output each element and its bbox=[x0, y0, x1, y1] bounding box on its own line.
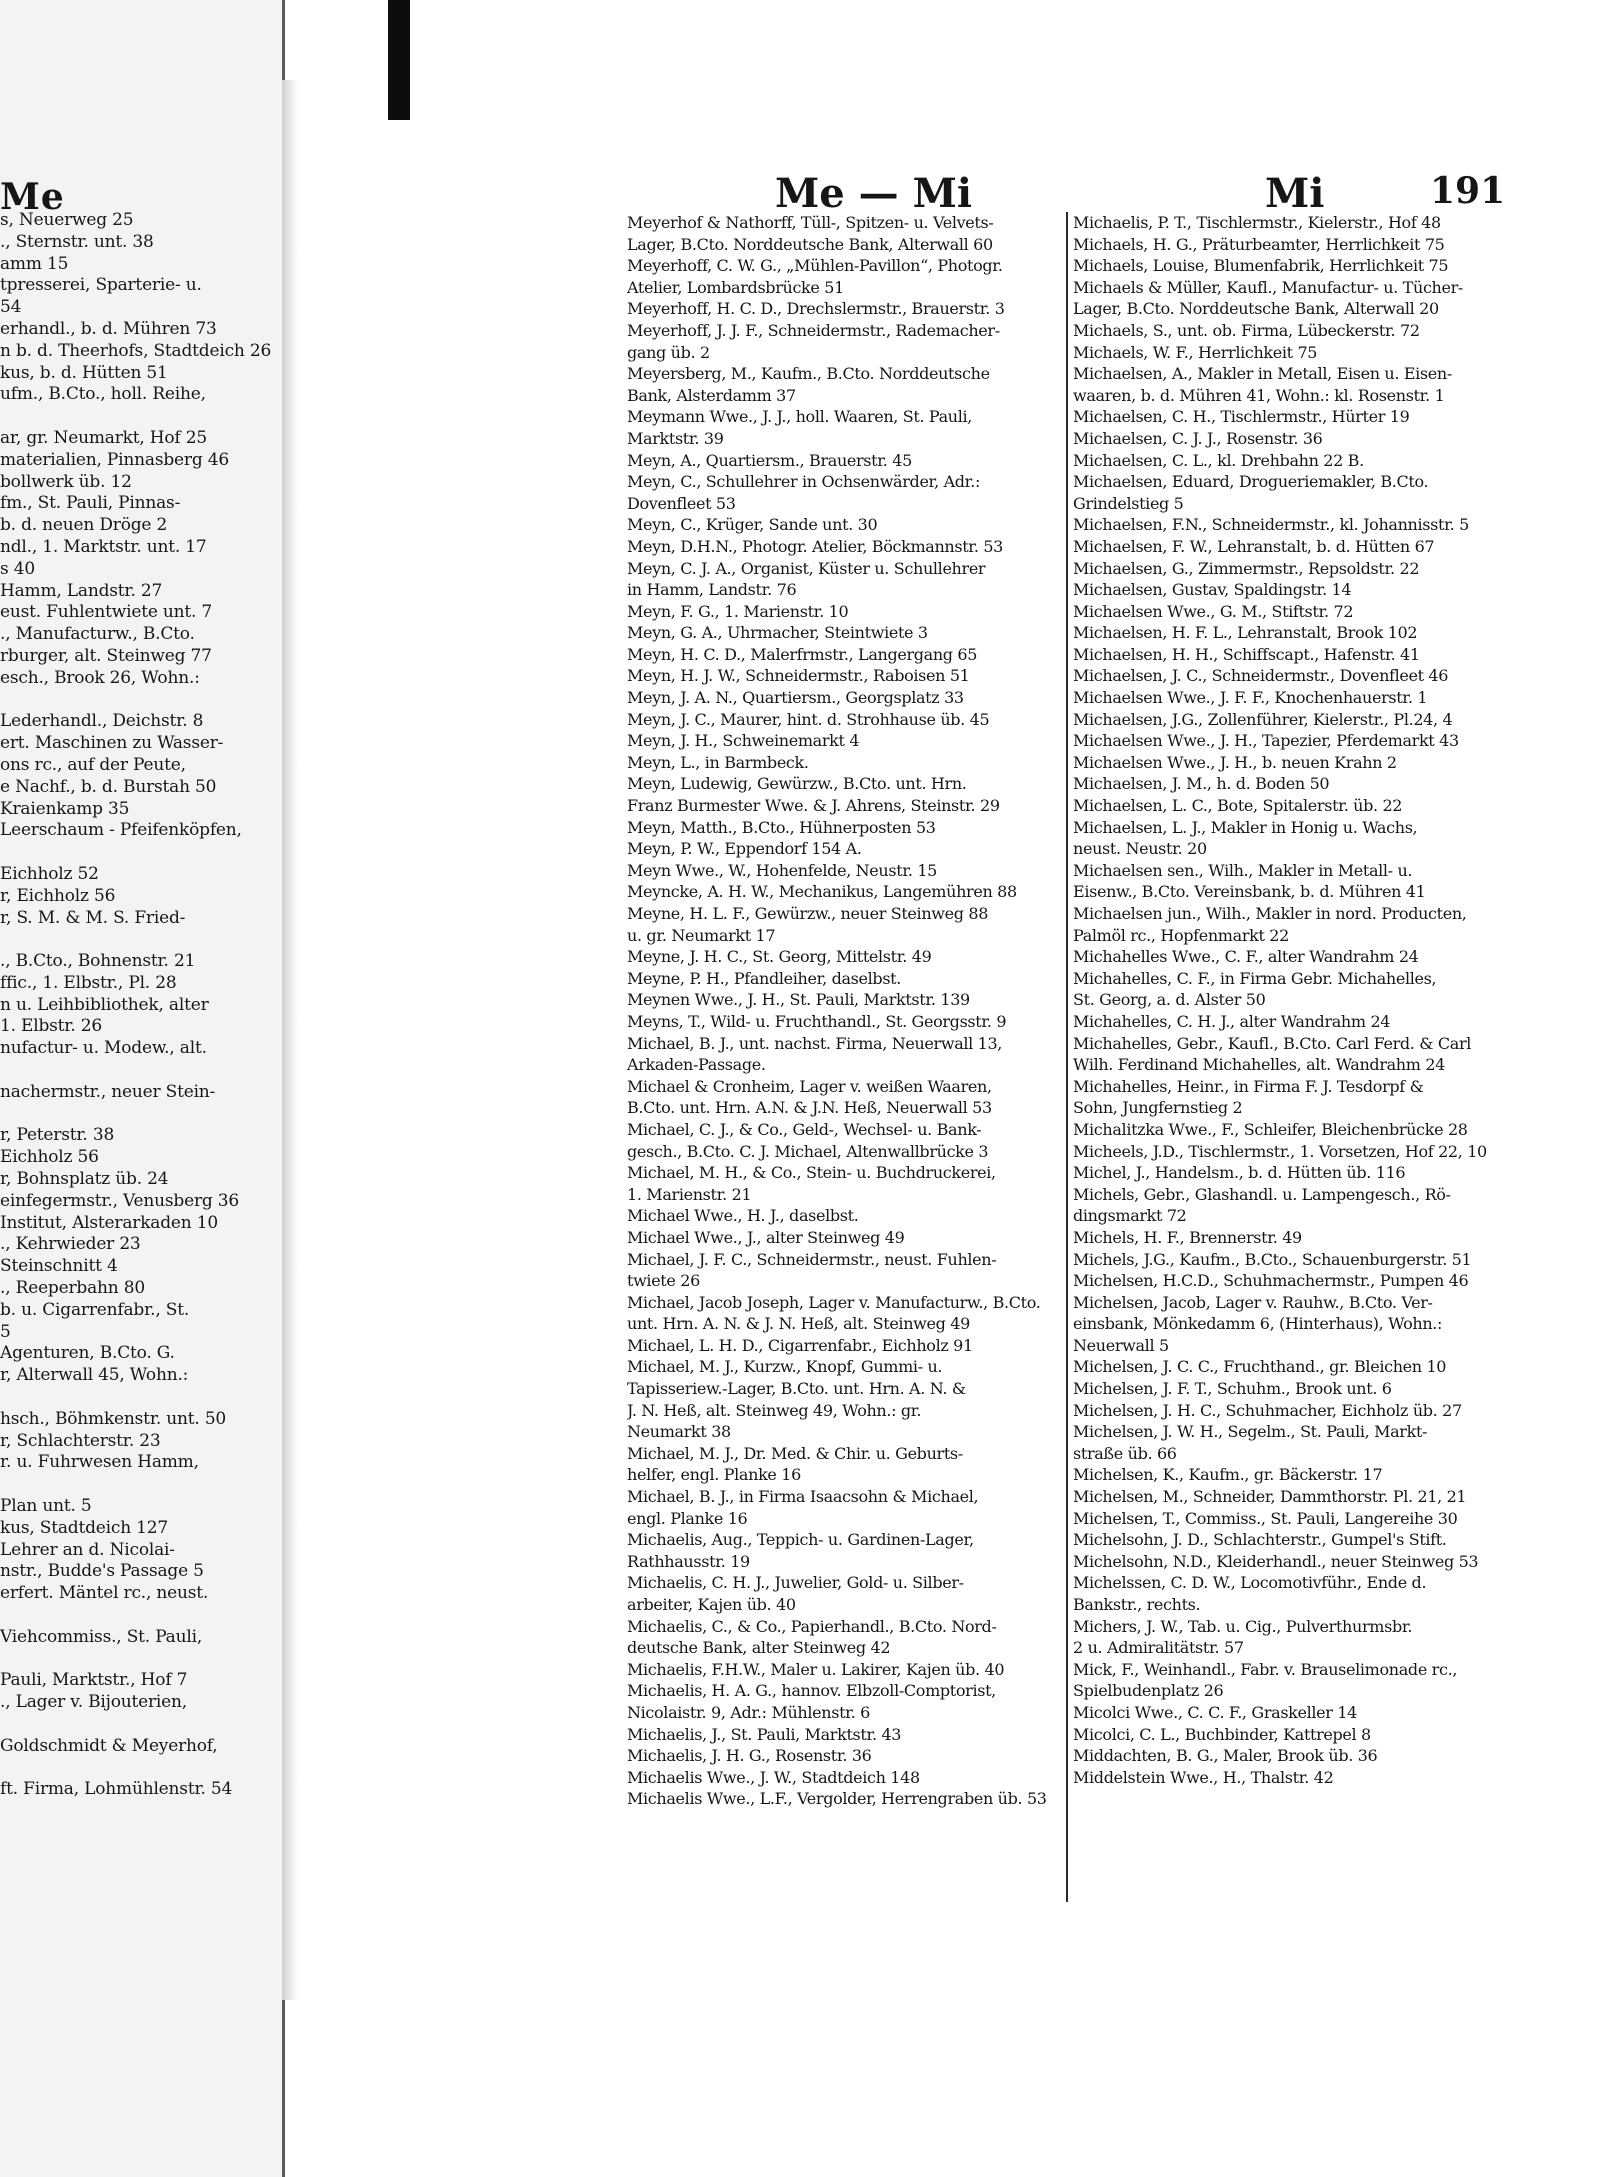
directory-entry: Meyn, C., Krüger, Sande unt. 30 bbox=[627, 515, 878, 535]
directory-entry: 2 u. Admiralitätstr. 57 bbox=[1073, 1638, 1244, 1658]
directory-entry: Meyerhoff, H. C. D., Drechslermstr., Brauerstr. 3 bbox=[627, 299, 1005, 319]
left-page-line: b. d. neuen Dröge 2 bbox=[0, 515, 168, 536]
directory-entry: Michelsen, M., Schneider, Dammthorstr. Pl. 21, 21 bbox=[1073, 1487, 1467, 1507]
directory-entry: engl. Planke 16 bbox=[627, 1508, 748, 1528]
directory-entry: Palmöl rc., Hopfenmarkt 22 bbox=[1073, 925, 1289, 945]
directory-entry: einsbank, Mönkedamm 6, (Hinterhaus), Wohn.: bbox=[1073, 1314, 1443, 1334]
left-page-line: amm 15 bbox=[0, 253, 69, 274]
directory-entry: Sohn, Jungfernstieg 2 bbox=[1073, 1098, 1243, 1118]
directory-entry: Michelsen, H.C.D., Schuhmachermstr., Pumpen 46 bbox=[1073, 1271, 1469, 1291]
column-divider bbox=[1066, 212, 1068, 1902]
left-page-line: Viehcommiss., St. Pauli, bbox=[0, 1626, 203, 1647]
left-page-line: n b. d. Theerhofs, Stadtdeich 26 bbox=[0, 340, 272, 361]
directory-entry: Michaelsen, C. L., kl. Drehbahn 22 B. bbox=[1073, 450, 1364, 470]
directory-entry: Michels, J.G., Kaufm., B.Cto., Schauenburgerstr. 51 bbox=[1073, 1249, 1472, 1269]
directory-entry: Michaelsen Wwe., J. F. F., Knochenhauerstr. 1 bbox=[1073, 688, 1428, 708]
directory-entry: Meyn, P. W., Eppendorf 154 A. bbox=[627, 839, 862, 859]
left-page-line bbox=[0, 929, 282, 951]
directory-entry: Michael Wwe., J., alter Steinweg 49 bbox=[627, 1227, 905, 1247]
left-page-line: Hamm, Landstr. 27 bbox=[0, 580, 163, 601]
directory-entry: Arkaden-Passage. bbox=[627, 1055, 766, 1075]
directory-entry: Michels, Gebr., Glashandl. u. Lampengesch., Rö- bbox=[1073, 1184, 1451, 1204]
left-page-line: nstr., Budde's Passage 5 bbox=[0, 1561, 204, 1582]
directory-column-2 bbox=[1073, 212, 1518, 1788]
directory-entry: 1. Marienstr. 21 bbox=[627, 1184, 752, 1204]
left-page-line: einfegermstr., Venusberg 36 bbox=[0, 1190, 239, 1211]
left-page-line bbox=[0, 1060, 282, 1082]
left-page-line: rburger, alt. Steinweg 77 bbox=[0, 645, 212, 666]
directory-entry: Michaelsen, L. J., Makler in Honig u. Wachs, bbox=[1073, 817, 1418, 837]
directory-entry: Michaelis, C., & Co., Papierhandl., B.Cto. Nord- bbox=[627, 1616, 997, 1636]
left-page-line: s, Neuerweg 25 bbox=[0, 210, 134, 230]
directory-entry: Michael Wwe., H. J., daselbst. bbox=[627, 1206, 859, 1226]
directory-entry: Marktstr. 39 bbox=[627, 428, 724, 448]
left-page-line: e Nachf., b. d. Burstah 50 bbox=[0, 776, 217, 797]
directory-entry: Michaelsen sen., Wilh., Makler in Metall- u. bbox=[1073, 860, 1413, 880]
left-page-line bbox=[0, 690, 282, 712]
directory-entry: Michelsen, K., Kaufm., gr. Bäckerstr. 17 bbox=[1073, 1465, 1383, 1485]
directory-entry: Michaelsen, J. M., h. d. Boden 50 bbox=[1073, 774, 1330, 794]
directory-entry: Michaelsen, G., Zimmermstr., Repsoldstr. 22 bbox=[1073, 558, 1420, 578]
left-page-line: ., Manufacturw., B.Cto. bbox=[0, 624, 195, 645]
directory-entry: Spielbudenplatz 26 bbox=[1073, 1681, 1224, 1701]
directory-entry: Michahelles, C. H. J., alter Wandrahm 24 bbox=[1073, 1011, 1391, 1031]
directory-entry: Meyersberg, M., Kaufm., B.Cto. Norddeutsche bbox=[627, 364, 990, 384]
directory-entry: Michael, C. J., & Co., Geld-, Wechsel- u. Bank- bbox=[627, 1119, 982, 1139]
left-page-line: tpresserei, Sparterie- u. bbox=[0, 275, 202, 296]
directory-entry: Michaelis, C. H. J., Juwelier, Gold- u. Silber- bbox=[627, 1573, 964, 1593]
directory-entry: Neumarkt 38 bbox=[627, 1422, 731, 1442]
directory-entry: Grindelstieg 5 bbox=[1073, 493, 1184, 513]
directory-entry: B.Cto. unt. Hrn. A.N. & J.N. Heß, Neuerwall 53 bbox=[627, 1098, 992, 1118]
left-page-line: bollwerk üb. 12 bbox=[0, 471, 132, 492]
left-page-line bbox=[0, 1649, 282, 1671]
directory-entry: Michaelsen, Eduard, Drogueriemakler, B.Cto. bbox=[1073, 472, 1429, 492]
left-page-line: Eichholz 56 bbox=[0, 1147, 99, 1168]
left-page-line: ffic., 1. Elbstr., Pl. 28 bbox=[0, 972, 177, 993]
left-page-line: erhandl., b. d. Mühren 73 bbox=[0, 318, 217, 339]
directory-entry: Michelsohn, N.D., Kleiderhandl., neuer Steinweg 53 bbox=[1073, 1551, 1479, 1571]
directory-entry: helfer, engl. Planke 16 bbox=[627, 1465, 801, 1485]
right-page bbox=[300, 0, 1600, 2177]
left-page-line: fm., St. Pauli, Pinnas- bbox=[0, 493, 181, 514]
directory-entry: Michael, Jacob Joseph, Lager v. Manufacturw., B.Cto. bbox=[627, 1292, 1041, 1312]
directory-entry: Michaelis, H. A. G., hannov. Elbzoll-Comptorist, bbox=[627, 1681, 996, 1701]
directory-entry: neust. Neustr. 20 bbox=[1073, 839, 1207, 859]
left-page-line bbox=[0, 1387, 282, 1409]
left-page-line: Steinschnitt 4 bbox=[0, 1256, 118, 1277]
directory-entry: Meyn, C., Schullehrer in Ochsenwärder, Adr.: bbox=[627, 472, 980, 492]
directory-entry: deutsche Bank, alter Steinweg 42 bbox=[627, 1638, 891, 1658]
directory-entry: J. N. Heß, alt. Steinweg 49, Wohn.: gr. bbox=[627, 1400, 922, 1420]
directory-entry: Michelsen, J. C. C., Fruchthand., gr. Bleichen 10 bbox=[1073, 1357, 1447, 1377]
left-page-line: Kraienkamp 35 bbox=[0, 798, 130, 819]
left-page-line: ons rc., auf der Peute, bbox=[0, 754, 186, 775]
left-page-line: eust. Fuhlentwiete unt. 7 bbox=[0, 602, 213, 623]
directory-entry: Michaelis Wwe., J. W., Stadtdeich 148 bbox=[627, 1767, 920, 1787]
directory-entry: Michaels & Müller, Kaufl., Manufactur- u. Tücher- bbox=[1073, 277, 1463, 297]
directory-entry: Meyn, H. J. W., Schneidermstr., Raboisen 51 bbox=[627, 666, 970, 686]
directory-entry: dingsmarkt 72 bbox=[1073, 1206, 1187, 1226]
directory-entry: Meyn, J. A. N., Quartiersm., Georgsplatz 33 bbox=[627, 688, 964, 708]
directory-entry: Michaelsen, L. C., Bote, Spitalerstr. üb. 22 bbox=[1073, 796, 1403, 816]
directory-entry: Michaelsen, Gustav, Spaldingstr. 14 bbox=[1073, 580, 1352, 600]
left-page-line: s 40 bbox=[0, 558, 35, 579]
directory-entry: Meyncke, A. H. W., Mechanikus, Langemühren 88 bbox=[627, 882, 1017, 902]
directory-entry: Michaelis Wwe., L.F., Vergolder, Herrengraben üb. 53 bbox=[627, 1789, 1047, 1809]
left-page-line: 54 bbox=[0, 297, 22, 318]
directory-entry: Meyn, D.H.N., Photogr. Atelier, Böckmannstr. 53 bbox=[627, 536, 1003, 556]
directory-entry: straße üb. 66 bbox=[1073, 1443, 1177, 1463]
directory-entry: Michahelles, Heinr., in Firma F. J. Tesdorpf & bbox=[1073, 1076, 1424, 1096]
directory-entry: Micheels, J.D., Tischlermstr., 1. Vorsetzen, Hof 22, 10 bbox=[1073, 1141, 1487, 1161]
directory-entry: Mick, F., Weinhandl., Fabr. v. Brauselimonade rc., bbox=[1073, 1659, 1458, 1679]
directory-entry: Michaelsen, A., Makler in Metall, Eisen u. Eisen- bbox=[1073, 364, 1452, 384]
directory-entry: Bankstr., rechts. bbox=[1073, 1595, 1201, 1614]
directory-entry: Meyne, J. H. C., St. Georg, Mittelstr. 49 bbox=[627, 947, 932, 967]
directory-entry: Michalitzka Wwe., F., Schleifer, Bleichenbrücke 28 bbox=[1073, 1119, 1468, 1139]
directory-entry: Meyn, J. C., Maurer, hint. d. Strohhause üb. 45 bbox=[627, 709, 990, 729]
left-page-line: ndl., 1. Marktstr. unt. 17 bbox=[0, 536, 207, 557]
left-page-line: Agenturen, B.Cto. G. bbox=[0, 1343, 175, 1364]
directory-entry: Michaelis, F.H.W., Maler u. Lakirer, Kajen üb. 40 bbox=[627, 1659, 1005, 1679]
directory-entry: Atelier, Lombardsbrücke 51 bbox=[627, 277, 844, 297]
directory-entry: Michahelles, Gebr., Kaufl., B.Cto. Carl Ferd. & Carl bbox=[1073, 1033, 1472, 1053]
directory-entry: Michael, B. J., unt. nachst. Firma, Neuerwall 13, bbox=[627, 1033, 1003, 1053]
directory-entry: Bank, Alsterdamm 37 bbox=[627, 385, 796, 405]
directory-entry: Michaelis, Aug., Teppich- u. Gardinen-Lager, bbox=[627, 1530, 974, 1550]
left-page-line: r, Eichholz 56 bbox=[0, 885, 116, 906]
directory-entry: Rathhausstr. 19 bbox=[627, 1551, 750, 1571]
left-page-line: Lehrer an d. Nicolai- bbox=[0, 1539, 175, 1560]
directory-entry: Michaelsen, H. H., Schiffscapt., Hafenstr. 41 bbox=[1073, 644, 1420, 664]
left-page-line: Lederhandl., Deichstr. 8 bbox=[0, 711, 204, 732]
directory-entry: Meyn, A., Quartiersm., Brauerstr. 45 bbox=[627, 450, 912, 470]
left-page-line: esch., Brook 26, Wohn.: bbox=[0, 667, 200, 688]
directory-entry: in Hamm, Landstr. 76 bbox=[627, 580, 797, 600]
left-page-line: ., Reeperbahn 80 bbox=[0, 1278, 145, 1299]
directory-entry: Wilh. Ferdinand Michahelles, alt. Wandrahm 24 bbox=[1073, 1055, 1445, 1075]
directory-entry: Lager, B.Cto. Norddeutsche Bank, Alterwall 60 bbox=[627, 234, 993, 254]
left-page-running-head: Me bbox=[0, 176, 65, 218]
directory-entry: Michaelsen, C. H., Tischlermstr., Hürter 19 bbox=[1073, 407, 1410, 427]
left-page-line: b. u. Cigarrenfabr., St. bbox=[0, 1299, 190, 1320]
left-page-line: r, Bohnsplatz üb. 24 bbox=[0, 1169, 169, 1190]
left-page-line bbox=[0, 406, 282, 428]
left-page-line: materialien, Pinnasberg 46 bbox=[0, 449, 229, 470]
running-head-right: Mi bbox=[1265, 170, 1325, 217]
directory-entry: Meyn, Ludewig, Gewürzw., B.Cto. unt. Hrn. bbox=[627, 774, 967, 794]
running-head-left: Me — Mi bbox=[775, 170, 973, 217]
left-page-line: r, Peterstr. 38 bbox=[0, 1125, 115, 1146]
left-page-line: ufm., B.Cto., holl. Reihe, bbox=[0, 384, 206, 405]
directory-entry: Michelsen, J. F. T., Schuhm., Brook unt. 6 bbox=[1073, 1379, 1392, 1399]
directory-entry: Michahelles Wwe., C. F., alter Wandrahm 24 bbox=[1073, 947, 1419, 967]
directory-entry: Nicolaistr. 9, Adr.: Mühlenstr. 6 bbox=[627, 1702, 871, 1722]
left-page-line: Eichholz 52 bbox=[0, 863, 99, 884]
directory-entry: Michelsen, J. H. C., Schuhmacher, Eichholz üb. 27 bbox=[1073, 1400, 1462, 1420]
left-page-line: ., Lager v. Bijouterien, bbox=[0, 1692, 187, 1713]
directory-entry: Meynen Wwe., J. H., St. Pauli, Marktstr. 139 bbox=[627, 990, 970, 1010]
directory-entry: Meyne, H. L. F., Gewürzw., neuer Steinweg 88 bbox=[627, 904, 989, 923]
directory-entry: Michaelsen, F.N., Schneidermstr., kl. Johannisstr. 5 bbox=[1073, 515, 1469, 535]
left-page-line bbox=[0, 842, 282, 864]
directory-entry: Michael, B. J., in Firma Isaacsohn & Michael, bbox=[627, 1487, 979, 1507]
directory-entry: arbeiter, Kajen üb. 40 bbox=[627, 1595, 796, 1614]
directory-entry: Michael, M. J., Kurzw., Knopf, Gummi- u. bbox=[627, 1357, 943, 1377]
directory-entry: u. gr. Neumarkt 17 bbox=[627, 925, 776, 945]
directory-entry: twiete 26 bbox=[627, 1271, 700, 1291]
directory-entry: Michahelles, C. F., in Firma Gebr. Michahelles, bbox=[1073, 968, 1437, 988]
left-page-line: ., Sternstr. unt. 38 bbox=[0, 231, 154, 252]
directory-entry: Michael, M. J., Dr. Med. & Chir. u. Geburts- bbox=[627, 1443, 963, 1463]
left-page-line bbox=[0, 1605, 282, 1627]
directory-entry: St. Georg, a. d. Alster 50 bbox=[1073, 990, 1266, 1010]
directory-entry: Michaels, S., unt. ob. Firma, Lübeckerstr. 72 bbox=[1073, 320, 1420, 340]
directory-entry: Michelsen, J. W. H., Segelm., St. Pauli, Markt- bbox=[1073, 1422, 1428, 1442]
left-page-line bbox=[0, 1474, 282, 1496]
directory-entry: Meymann Wwe., J. J., holl. Waaren, St. Pauli, bbox=[627, 407, 973, 427]
left-page-line: kus, b. d. Hütten 51 bbox=[0, 362, 168, 383]
left-page-line: r, Alterwall 45, Wohn.: bbox=[0, 1365, 189, 1386]
directory-entry: Meyerhof & Nathorff, Tüll-, Spitzen- u. Velvets- bbox=[627, 213, 994, 232]
directory-entry: Meyns, T., Wild- u. Fruchthandl., St. Georgsstr. 9 bbox=[627, 1011, 1007, 1031]
left-page-line: ar, gr. Neumarkt, Hof 25 bbox=[0, 427, 207, 448]
directory-entry: Michaels, W. F., Herrlichkeit 75 bbox=[1073, 342, 1318, 362]
directory-entry: Michelsohn, J. D., Schlachterstr., Gumpel's Stift. bbox=[1073, 1530, 1447, 1550]
left-page-line bbox=[0, 1714, 282, 1736]
left-page-line: nufactur- u. Modew., alt. bbox=[0, 1038, 207, 1059]
left-page-line: ft. Firma, Lohmühlenstr. 54 bbox=[0, 1779, 233, 1800]
directory-entry: Michael, M. H., & Co., Stein- u. Buchdruckerei, bbox=[627, 1163, 996, 1183]
directory-entry: Michaelis, J. H. G., Rosenstr. 36 bbox=[627, 1746, 872, 1766]
left-page-line: Pauli, Marktstr., Hof 7 bbox=[0, 1670, 188, 1691]
directory-entry: Michaelsen, F. W., Lehranstalt, b. d. Hütten 67 bbox=[1073, 536, 1435, 556]
left-page-line: ert. Maschinen zu Wasser- bbox=[0, 733, 224, 754]
directory-entry: Meyn, Matth., B.Cto., Hühnerposten 53 bbox=[627, 817, 936, 837]
directory-entry: unt. Hrn. A. N. & J. N. Heß, alt. Steinweg 49 bbox=[627, 1314, 970, 1334]
directory-entry: Michael, L. H. D., Cigarrenfabr., Eichholz 91 bbox=[627, 1335, 973, 1355]
directory-entry: Michaelsen, J. C., Schneidermstr., Dovenfleet 46 bbox=[1073, 666, 1449, 686]
left-page-line: Plan unt. 5 bbox=[0, 1496, 92, 1517]
left-page-line: r, S. M. & M. S. Fried- bbox=[0, 907, 186, 928]
directory-entry: Meyn, J. H., Schweinemarkt 4 bbox=[627, 731, 860, 751]
directory-entry: Michael, J. F. C., Schneidermstr., neust. Fuhlen- bbox=[627, 1249, 997, 1269]
directory-entry: Michelssen, C. D. W., Locomotivführ., Ende d. bbox=[1073, 1573, 1427, 1593]
directory-column-1 bbox=[627, 212, 1062, 1810]
directory-entry: Franz Burmester Wwe. & J. Ahrens, Steinstr. 29 bbox=[627, 796, 1000, 816]
directory-entry: Michels, H. F., Brennerstr. 49 bbox=[1073, 1227, 1302, 1247]
directory-entry: Eisenw., B.Cto. Vereinsbank, b. d. Mühren 41 bbox=[1073, 882, 1426, 902]
page-gutter bbox=[282, 80, 300, 2000]
directory-entry: Dovenfleet 53 bbox=[627, 493, 736, 513]
directory-entry: Meyne, P. H., Pfandleiher, daselbst. bbox=[627, 968, 902, 988]
directory-entry: Michaelsen jun., Wilh., Makler in nord. Producten, bbox=[1073, 904, 1467, 923]
left-page-line: n u. Leihbibliothek, alter bbox=[0, 994, 209, 1015]
directory-entry: Middelstein Wwe., H., Thalstr. 42 bbox=[1073, 1767, 1334, 1787]
left-page-line: nachermstr., neuer Stein- bbox=[0, 1081, 216, 1102]
directory-entry: Meyn, L., in Barmbeck. bbox=[627, 752, 809, 772]
directory-entry: Micolci, C. L., Buchbinder, Kattrepel 8 bbox=[1073, 1724, 1371, 1744]
directory-entry: Neuerwall 5 bbox=[1073, 1335, 1169, 1355]
directory-entry: Michelsen, Jacob, Lager v. Rauhw., B.Cto. Ver- bbox=[1073, 1292, 1433, 1312]
left-page-lines bbox=[0, 210, 282, 1801]
directory-entry: Michaelis, J., St. Pauli, Marktstr. 43 bbox=[627, 1724, 902, 1744]
directory-entry: Michaelsen Wwe., J. H., b. neuen Krahn 2 bbox=[1073, 752, 1397, 772]
directory-entry: Tapisseriew.-Lager, B.Cto. unt. Hrn. A. N. & bbox=[627, 1379, 966, 1399]
directory-entry: Micolci Wwe., C. C. F., Graskeller 14 bbox=[1073, 1702, 1357, 1722]
directory-entry: Michel, J., Handelsm., b. d. Hütten üb. 116 bbox=[1073, 1163, 1406, 1183]
left-page-line: ., B.Cto., Bohnenstr. 21 bbox=[0, 951, 196, 972]
directory-entry: Meyn, G. A., Uhrmacher, Steintwiete 3 bbox=[627, 623, 928, 643]
page-number: 191 bbox=[1430, 170, 1506, 212]
directory-entry: Michaelsen, H. F. L., Lehranstalt, Brook 102 bbox=[1073, 623, 1418, 643]
left-page-line: Goldschmidt & Meyerhof, bbox=[0, 1735, 218, 1756]
directory-entry: gesch., B.Cto. C. J. Michael, Altenwallbrücke 3 bbox=[627, 1141, 989, 1161]
left-page-line: Institut, Alsterarkaden 10 bbox=[0, 1212, 218, 1233]
directory-entry: gang üb. 2 bbox=[627, 342, 710, 362]
left-page-line: ., Kehrwieder 23 bbox=[0, 1234, 141, 1255]
directory-entry: Michaelsen, C. J. J., Rosenstr. 36 bbox=[1073, 428, 1323, 448]
directory-entry: Meyerhoff, J. J. F., Schneidermstr., Rademacher- bbox=[627, 320, 1000, 340]
left-page-line bbox=[0, 1758, 282, 1780]
directory-entry: Meyn, F. G., 1. Marienstr. 10 bbox=[627, 601, 849, 621]
directory-entry: Michelsen, T., Commiss., St. Pauli, Langereihe 30 bbox=[1073, 1508, 1458, 1528]
left-page-fragment bbox=[0, 0, 285, 2177]
directory-entry: Michaelis, P. T., Tischlermstr., Kielerstr., Hof 48 bbox=[1073, 213, 1441, 232]
directory-entry: Middachten, B. G., Maler, Brook üb. 36 bbox=[1073, 1746, 1378, 1766]
left-page-line: Leerschaum - Pfeifenköpfen, bbox=[0, 820, 242, 841]
directory-entry: Michaelsen, J.G., Zollenführer, Kielerstr., Pl.24, 4 bbox=[1073, 709, 1453, 729]
left-page-line: 5 bbox=[0, 1321, 11, 1342]
left-page-line: 1. Elbstr. 26 bbox=[0, 1016, 103, 1037]
left-page-line bbox=[0, 1104, 282, 1126]
directory-entry: Michaelsen Wwe., J. H., Tapezier, Pferdemarkt 43 bbox=[1073, 731, 1459, 751]
left-page-line: hsch., Böhmkenstr. unt. 50 bbox=[0, 1408, 227, 1429]
left-page-line: r. u. Fuhrwesen Hamm, bbox=[0, 1452, 199, 1473]
directory-entry: Michaels, Louise, Blumenfabrik, Herrlichkeit 75 bbox=[1073, 256, 1449, 276]
directory-entry: Meyerhoff, C. W. G., „Mühlen-Pavillon“, Photogr. bbox=[627, 256, 1003, 276]
left-page-line: r, Schlachterstr. 23 bbox=[0, 1430, 161, 1451]
directory-entry: waaren, b. d. Mühren 41, Wohn.: kl. Rosenstr. 1 bbox=[1073, 385, 1445, 405]
directory-entry: Meyn, C. J. A., Organist, Küster u. Schullehrer bbox=[627, 558, 986, 578]
left-page-line: erfert. Mäntel rc., neust. bbox=[0, 1583, 209, 1604]
directory-entry: Meyn Wwe., W., Hohenfelde, Neustr. 15 bbox=[627, 860, 937, 880]
directory-entry: Michael & Cronheim, Lager v. weißen Waaren, bbox=[627, 1076, 992, 1096]
left-page-line: kus, Stadtdeich 127 bbox=[0, 1517, 169, 1538]
directory-entry: Michaels, H. G., Präturbeamter, Herrlichkeit 75 bbox=[1073, 234, 1445, 254]
directory-entry: Meyn, H. C. D., Malerfrmstr., Langergang 65 bbox=[627, 644, 978, 664]
directory-entry: Michaelsen Wwe., G. M., Stiftstr. 72 bbox=[1073, 601, 1354, 621]
directory-entry: Lager, B.Cto. Norddeutsche Bank, Alterwall 20 bbox=[1073, 299, 1439, 319]
directory-entry: Michers, J. W., Tab. u. Cig., Pulverthurmsbr. bbox=[1073, 1616, 1413, 1636]
